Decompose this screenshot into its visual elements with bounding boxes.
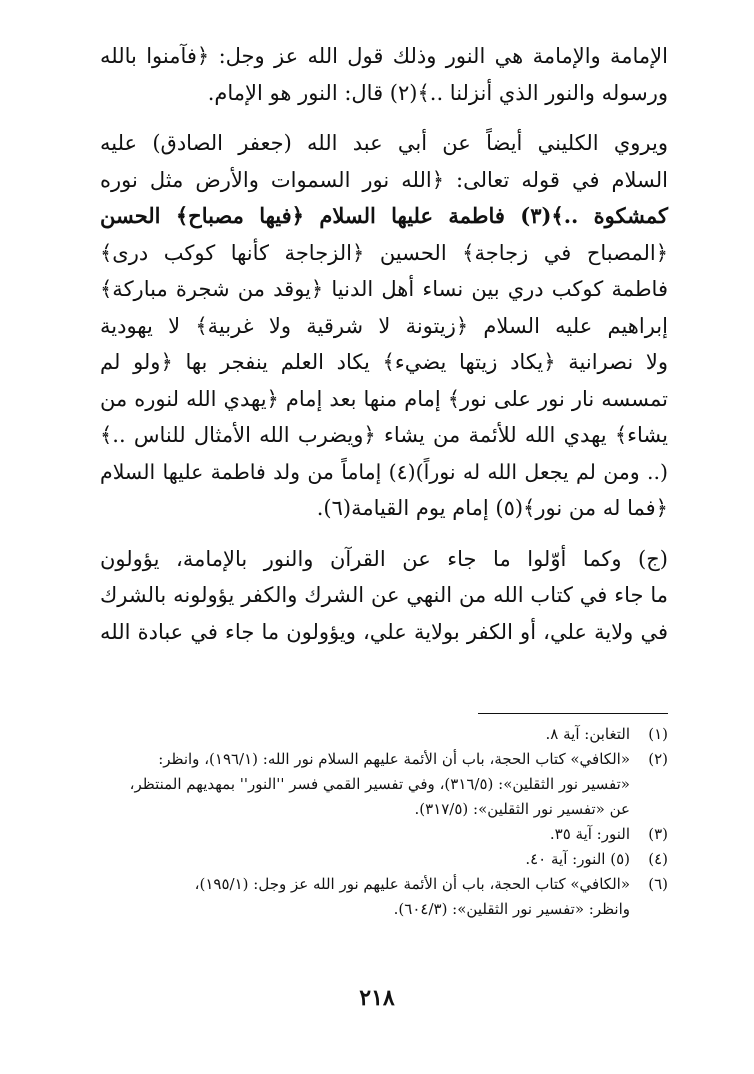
text-line: ورسوله والنور الذي أنزلنا ..﴾(٢) قال: النور هو الإمام. [207, 80, 668, 105]
paragraph-1 [100, 38, 668, 111]
text-line: تمسسه نار نور على نور﴾ إمام منها بعد إمام ﴿يهدي الله لنوره من [100, 386, 668, 411]
footnote-divider [478, 713, 668, 714]
footnote-number: (١) [648, 725, 668, 743]
footnote-4 [100, 847, 668, 872]
text-line: (.. ومن لم يجعل الله له نوراً)(٤) إماماً من ولد فاطمة عليها السلام [100, 459, 668, 484]
footnote-3 [100, 822, 668, 847]
footnote-text: (٥) النور: آية ٤٠. [525, 850, 630, 868]
text-line: ﴿فما له من نور﴾(٥) إمام يوم القيامة(٦). [316, 496, 668, 520]
footnote-text: التغابن: آية ٨. [545, 725, 630, 743]
text-line: الإمامة والإمامة هي النور وذلك قول الله عز وجل: ﴿فآمنوا بالله [100, 44, 668, 68]
text-line: إبراهيم عليه السلام ﴿زيتونة لا شرقية ولا غربية﴾ لا يهودية [100, 313, 668, 338]
page-number: ٢١٨ [359, 985, 395, 1011]
text-line: السلام في قوله تعالى: ﴿الله نور السموات والأرض مثل نوره [100, 167, 668, 192]
main-text [100, 38, 668, 650]
footnote-number: (٣) [648, 825, 668, 843]
footnote-number: (٢) [648, 750, 668, 768]
paragraph-3 [100, 541, 668, 651]
footnote-text: وانظر: «تفسير نور الثقلين»: (٦٠٤/٣). [393, 900, 630, 918]
text-line: (ج) وكما أوّلوا ما جاء عن القرآن والنور بالإمامة، يؤولون [100, 546, 668, 571]
text-line: فاطمة كوكب دري بين نساء أهل الدنيا ﴿يوقد من شجرة مباركة﴾ [100, 277, 668, 301]
footnote-6 [100, 872, 668, 922]
footnote-1 [100, 722, 668, 747]
footnote-text: «الكافي» كتاب الحجة، باب أن الأئمة عليهم نور الله عز وجل: (١٩٥/١)، [194, 875, 630, 893]
footnote-text: عن «تفسير نور الثقلين»: (٣١٧/٥). [414, 800, 630, 818]
text-line: ما جاء في كتاب الله من النهي عن الشرك والكفر يؤولونه بالشرك [100, 583, 668, 607]
footnote-text: «تفسير نور الثقلين»: (٣١٦/٥)، وفي تفسير القمي فسر ''النور'' بمهديهم المنتظر، [129, 775, 630, 793]
footnote-2 [100, 747, 668, 822]
footnotes [100, 722, 668, 922]
text-line: ﴿المصباح في زجاجة﴾ الحسين ﴿الزجاجة كأنها كوكب درى﴾ [100, 240, 668, 265]
footnote-number: (٤) [648, 850, 668, 868]
footnote-text: النور: آية ٣٥. [549, 825, 630, 843]
text-line: يشاء﴾ يهدي الله للأئمة من يشاء ﴿ويضرب الله الأمثال للناس ..﴾ [100, 423, 668, 447]
text-line: في ولاية علي، أو الكفر بولاية علي، ويؤولون ما جاء في عبادة الله [100, 619, 668, 644]
text-line: ولا نصرانية ﴿يكاد زيتها يضيء﴾ يكاد العلم ينفجر بها ﴿ولو لم [100, 350, 668, 374]
paragraph-2 [100, 125, 668, 527]
text-line: ويروي الكليني أيضاً عن أبي عبد الله (جعفر الصادق) عليه [100, 131, 668, 155]
text-line: كمشكوة ..﴾(٣) فاطمة عليها السلام ﴿فيها مصباح﴾ الحسن [100, 203, 668, 228]
footnote-number: (٦) [648, 875, 668, 893]
footnote-text: «الكافي» كتاب الحجة، باب أن الأئمة عليهم السلام نور الله: (١٩٦/١)، وانظر: [158, 750, 630, 768]
